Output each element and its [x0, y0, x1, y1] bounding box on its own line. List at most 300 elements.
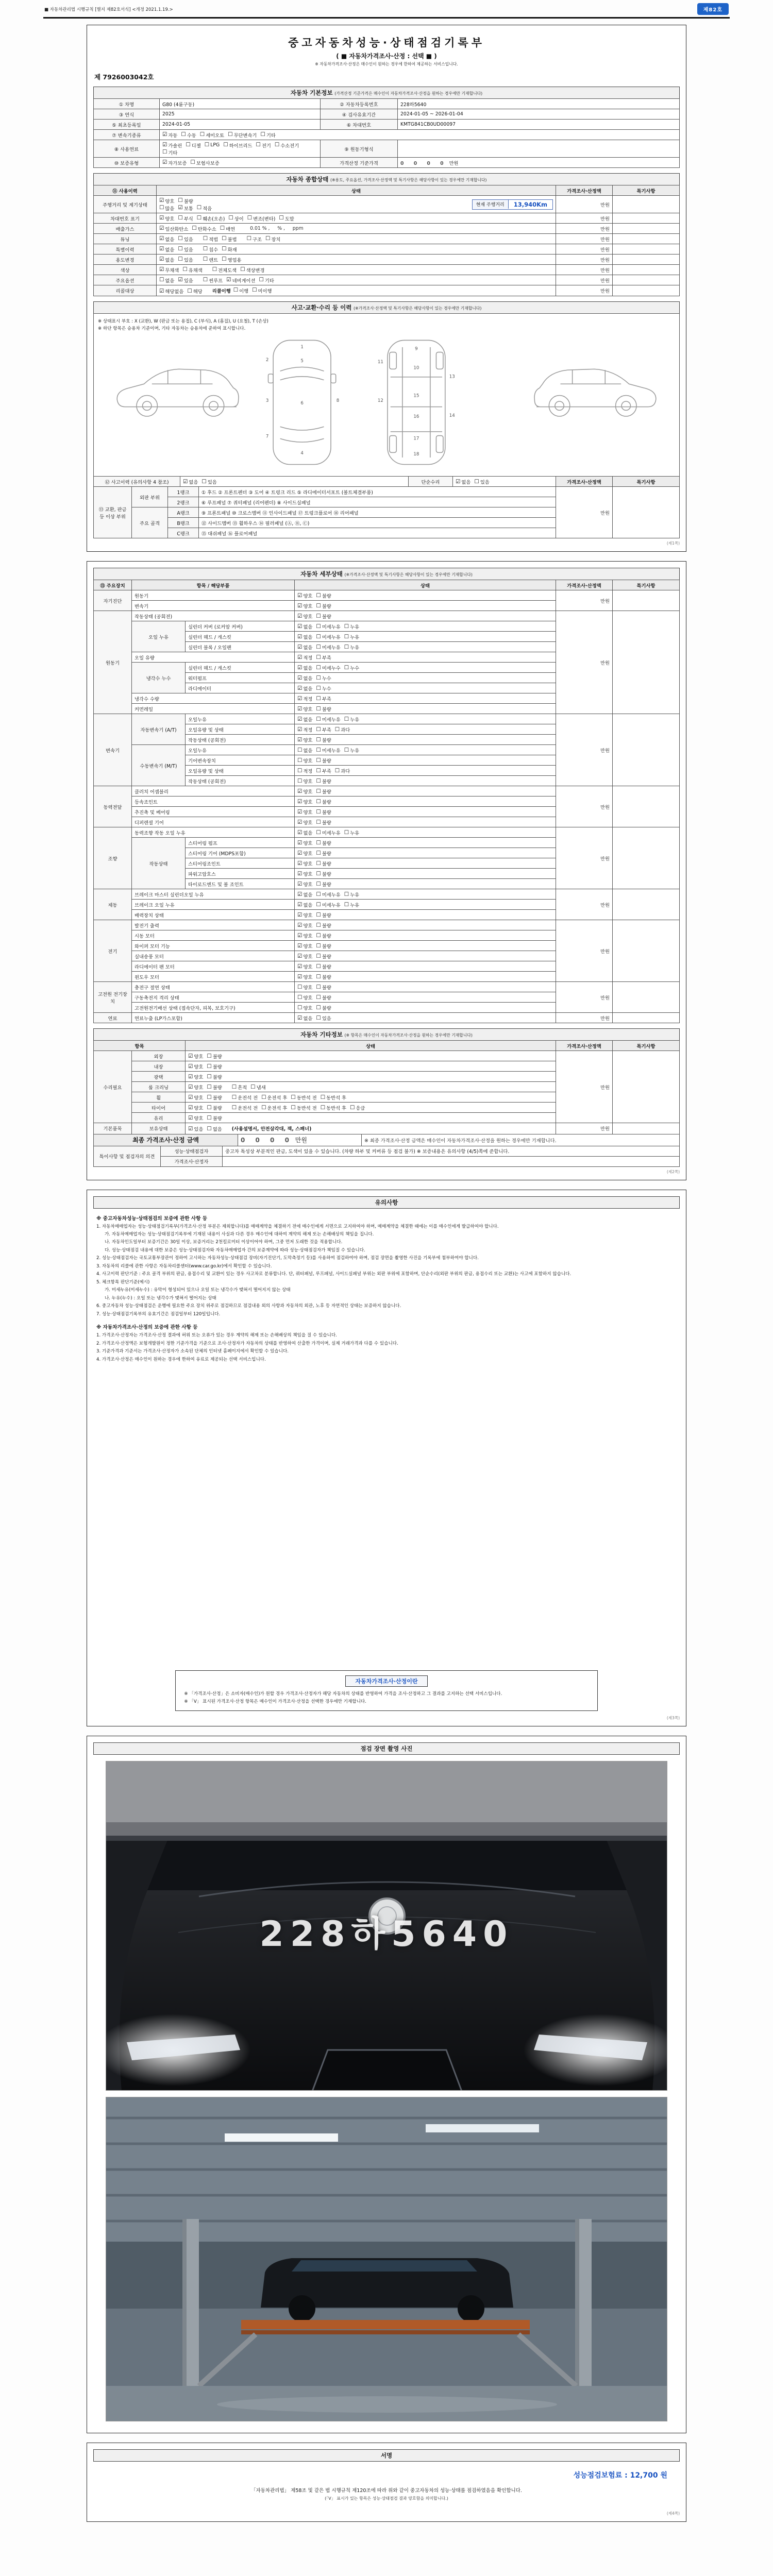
- checked-box-icon[interactable]: ☑: [159, 235, 164, 242]
- checkbox-option[interactable]: [335, 767, 350, 774]
- unchecked-box-icon[interactable]: ☐: [159, 277, 164, 283]
- unchecked-box-icon[interactable]: ☐: [316, 839, 321, 846]
- unchecked-box-icon[interactable]: ☐: [265, 235, 271, 242]
- checkbox-option[interactable]: [232, 1094, 258, 1101]
- unchecked-box-icon[interactable]: ☐: [316, 643, 321, 650]
- unchecked-box-icon[interactable]: ☐: [316, 664, 321, 671]
- unchecked-box-icon[interactable]: ☐: [334, 767, 340, 774]
- checkbox-option[interactable]: [297, 819, 312, 826]
- checkbox-option[interactable]: [159, 266, 179, 274]
- unchecked-box-icon[interactable]: ☐: [203, 235, 208, 242]
- checkbox-option[interactable]: [207, 1094, 222, 1101]
- checkbox-option[interactable]: [222, 246, 237, 253]
- checkbox-option[interactable]: [197, 205, 212, 212]
- unchecked-box-icon[interactable]: ☐: [228, 131, 233, 138]
- checkbox-option[interactable]: [203, 246, 218, 253]
- checkbox-option[interactable]: [344, 623, 359, 630]
- unchecked-box-icon[interactable]: ☐: [316, 623, 321, 630]
- checkbox-option[interactable]: [186, 142, 200, 149]
- checkbox-option[interactable]: [297, 788, 312, 795]
- unchecked-box-icon[interactable]: ☐: [316, 932, 321, 939]
- checkbox-option[interactable]: [316, 963, 331, 970]
- checkbox-option[interactable]: [297, 850, 312, 857]
- unchecked-box-icon[interactable]: ☐: [178, 215, 183, 222]
- checkbox-option[interactable]: [316, 973, 331, 980]
- checkbox-option[interactable]: [159, 246, 174, 253]
- unchecked-box-icon[interactable]: ☐: [207, 1073, 212, 1080]
- checkbox-option[interactable]: [316, 911, 331, 919]
- checked-box-icon[interactable]: ☑: [188, 1073, 193, 1080]
- checkbox-option[interactable]: [183, 478, 198, 485]
- checkbox-option[interactable]: [297, 942, 312, 950]
- unchecked-box-icon[interactable]: ☐: [316, 788, 321, 794]
- checkbox-option[interactable]: [297, 633, 312, 640]
- unchecked-box-icon[interactable]: ☐: [316, 767, 321, 774]
- checkbox-option[interactable]: [321, 1094, 346, 1101]
- checked-box-icon[interactable]: ☑: [297, 716, 303, 722]
- unchecked-box-icon[interactable]: ☐: [344, 633, 349, 640]
- unchecked-box-icon[interactable]: ☐: [159, 205, 164, 211]
- checkbox-option[interactable]: [316, 747, 340, 754]
- checkbox-option[interactable]: [316, 643, 340, 651]
- checkbox-option[interactable]: [207, 1104, 222, 1111]
- unchecked-box-icon[interactable]: ☐: [207, 1104, 212, 1111]
- unchecked-box-icon[interactable]: ☐: [316, 736, 321, 743]
- unchecked-box-icon[interactable]: ☐: [222, 246, 227, 252]
- checked-box-icon[interactable]: ☑: [297, 860, 303, 867]
- checkbox-option[interactable]: [316, 685, 331, 692]
- unchecked-box-icon[interactable]: ☐: [316, 942, 321, 949]
- checkbox-option[interactable]: [297, 911, 312, 919]
- checkbox-option[interactable]: [297, 984, 312, 991]
- checkbox-option[interactable]: [188, 1125, 203, 1132]
- unchecked-box-icon[interactable]: ☐: [297, 747, 303, 753]
- checkbox-option[interactable]: [316, 860, 331, 867]
- checkbox-option[interactable]: [207, 1063, 222, 1070]
- checked-box-icon[interactable]: ☑: [297, 973, 303, 980]
- checkbox-option[interactable]: [297, 716, 312, 723]
- unchecked-box-icon[interactable]: ☐: [316, 880, 321, 887]
- unchecked-box-icon[interactable]: ☐: [316, 850, 321, 856]
- unchecked-box-icon[interactable]: ☐: [203, 246, 208, 252]
- unchecked-box-icon[interactable]: ☐: [316, 984, 321, 990]
- unchecked-box-icon[interactable]: ☐: [316, 674, 321, 681]
- checkbox-option[interactable]: [297, 932, 312, 939]
- checkbox-option[interactable]: [178, 277, 193, 284]
- checked-box-icon[interactable]: ☑: [297, 850, 303, 856]
- checkbox-option[interactable]: [316, 716, 340, 723]
- checkbox-option[interactable]: [159, 256, 174, 263]
- checkbox-option[interactable]: [212, 266, 237, 274]
- checkbox-option[interactable]: [190, 159, 219, 166]
- checkbox-option[interactable]: [187, 287, 202, 295]
- checkbox-option[interactable]: [344, 891, 359, 898]
- unchecked-box-icon[interactable]: ☐: [291, 1094, 296, 1100]
- checkbox-option[interactable]: [316, 664, 340, 671]
- checkbox-option[interactable]: [297, 623, 312, 630]
- checkbox-option[interactable]: [316, 798, 331, 805]
- unchecked-box-icon[interactable]: ☐: [297, 994, 303, 1001]
- checked-box-icon[interactable]: ☑: [188, 1063, 193, 1070]
- unchecked-box-icon[interactable]: ☐: [181, 131, 186, 138]
- unchecked-box-icon[interactable]: ☐: [350, 1104, 355, 1111]
- checkbox-option[interactable]: [291, 1094, 316, 1101]
- checkbox-option[interactable]: [297, 829, 312, 836]
- checkbox-option[interactable]: [159, 205, 174, 212]
- checkbox-option[interactable]: [260, 131, 275, 139]
- unchecked-box-icon[interactable]: ☐: [207, 1094, 212, 1100]
- unchecked-box-icon[interactable]: ☐: [316, 757, 321, 764]
- checkbox-option[interactable]: [316, 777, 331, 785]
- checkbox-option[interactable]: [316, 850, 331, 857]
- checkbox-option[interactable]: [162, 131, 177, 139]
- checkbox-option[interactable]: [316, 1004, 331, 1011]
- unchecked-box-icon[interactable]: ☐: [344, 901, 349, 908]
- checkbox-option[interactable]: [316, 808, 331, 816]
- checkbox-option[interactable]: [205, 142, 220, 148]
- checkbox-option[interactable]: [297, 870, 312, 877]
- unchecked-box-icon[interactable]: ☐: [233, 287, 239, 294]
- checkbox-option[interactable]: [188, 1063, 203, 1070]
- checked-box-icon[interactable]: ☑: [297, 839, 303, 846]
- checkbox-option[interactable]: [207, 1053, 222, 1060]
- unchecked-box-icon[interactable]: ☐: [320, 1094, 326, 1100]
- checkbox-option[interactable]: [456, 478, 470, 485]
- unchecked-box-icon[interactable]: ☐: [316, 1014, 321, 1021]
- checked-box-icon[interactable]: ☑: [159, 246, 164, 252]
- unchecked-box-icon[interactable]: ☐: [344, 643, 349, 650]
- unchecked-box-icon[interactable]: ☐: [316, 747, 321, 753]
- unchecked-box-icon[interactable]: ☐: [297, 984, 303, 990]
- checkbox-option[interactable]: [297, 798, 312, 805]
- checked-box-icon[interactable]: ☑: [188, 1083, 193, 1090]
- checkbox-option[interactable]: [316, 767, 331, 774]
- checkbox-option[interactable]: [222, 256, 241, 263]
- checkbox-option[interactable]: [316, 839, 331, 846]
- unchecked-box-icon[interactable]: ☐: [222, 235, 227, 242]
- checked-box-icon[interactable]: ☑: [188, 1125, 193, 1132]
- unchecked-box-icon[interactable]: ☐: [297, 1004, 303, 1011]
- checkbox-option[interactable]: [188, 1114, 203, 1122]
- unchecked-box-icon[interactable]: ☐: [207, 1114, 212, 1121]
- checkbox-option[interactable]: [297, 747, 312, 754]
- unchecked-box-icon[interactable]: ☐: [316, 633, 321, 640]
- checkbox-option[interactable]: [474, 478, 489, 485]
- checkbox-option[interactable]: [316, 674, 331, 682]
- checkbox-option[interactable]: [297, 736, 312, 743]
- checkbox-option[interactable]: [316, 922, 331, 929]
- checkbox-option[interactable]: [297, 1014, 312, 1022]
- checkbox-option[interactable]: [159, 235, 174, 243]
- unchecked-box-icon[interactable]: ☐: [291, 1104, 296, 1111]
- checkbox-option[interactable]: [316, 942, 331, 950]
- checkbox-option[interactable]: [200, 131, 224, 139]
- checkbox-option[interactable]: [250, 1083, 265, 1091]
- checkbox-option[interactable]: [297, 602, 312, 609]
- unchecked-box-icon[interactable]: ☐: [297, 777, 303, 784]
- checkbox-option[interactable]: [178, 256, 193, 263]
- checkbox-option[interactable]: [316, 695, 331, 702]
- checkbox-option[interactable]: [265, 235, 280, 243]
- checked-box-icon[interactable]: ☑: [297, 932, 303, 939]
- checkbox-option[interactable]: [316, 623, 340, 630]
- checked-box-icon[interactable]: ☑: [297, 819, 303, 825]
- unchecked-box-icon[interactable]: ☐: [297, 757, 303, 764]
- checkbox-option[interactable]: [159, 215, 174, 222]
- checked-box-icon[interactable]: ☑: [297, 592, 303, 599]
- unchecked-box-icon[interactable]: ☐: [178, 256, 183, 263]
- checked-box-icon[interactable]: ☑: [178, 277, 183, 283]
- checked-box-icon[interactable]: ☑: [297, 685, 303, 691]
- checked-box-icon[interactable]: ☑: [297, 808, 303, 815]
- unchecked-box-icon[interactable]: ☐: [220, 225, 225, 232]
- unchecked-box-icon[interactable]: ☐: [187, 287, 192, 294]
- checkbox-option[interactable]: [162, 159, 187, 166]
- checked-box-icon[interactable]: ☑: [297, 674, 303, 681]
- checkbox-option[interactable]: [247, 235, 262, 243]
- checkbox-option[interactable]: [297, 664, 312, 671]
- checkbox-option[interactable]: [201, 478, 216, 485]
- checkbox-option[interactable]: [203, 235, 218, 243]
- checked-box-icon[interactable]: ☑: [297, 798, 303, 805]
- checkbox-option[interactable]: [159, 225, 188, 232]
- checkbox-option[interactable]: [240, 266, 264, 274]
- checkbox-option[interactable]: [188, 1073, 203, 1080]
- unchecked-box-icon[interactable]: ☐: [203, 277, 208, 283]
- unchecked-box-icon[interactable]: ☐: [316, 798, 321, 805]
- checkbox-option[interactable]: [182, 266, 202, 274]
- checkbox-option[interactable]: [344, 747, 359, 754]
- checkbox-option[interactable]: [316, 901, 340, 908]
- checkbox-option[interactable]: [207, 1083, 222, 1091]
- unchecked-box-icon[interactable]: ☐: [316, 1004, 321, 1011]
- unchecked-box-icon[interactable]: ☐: [192, 225, 197, 232]
- checked-box-icon[interactable]: ☑: [297, 870, 303, 877]
- checkbox-option[interactable]: [297, 674, 312, 682]
- checkbox-option[interactable]: [162, 142, 182, 149]
- checked-box-icon[interactable]: ☑: [297, 788, 303, 794]
- checkbox-option[interactable]: [297, 777, 312, 785]
- checkbox-option[interactable]: [188, 1094, 203, 1101]
- checked-box-icon[interactable]: ☑: [297, 654, 303, 660]
- checkbox-option[interactable]: [297, 891, 312, 898]
- checkbox-option[interactable]: [220, 225, 235, 232]
- unchecked-box-icon[interactable]: ☐: [279, 215, 284, 222]
- checkbox-option[interactable]: [316, 984, 331, 991]
- checked-box-icon[interactable]: ☑: [297, 891, 303, 897]
- checked-box-icon[interactable]: ☑: [162, 159, 167, 166]
- checked-box-icon[interactable]: ☑: [297, 829, 303, 836]
- checkbox-option[interactable]: [178, 197, 193, 205]
- checkbox-option[interactable]: [344, 716, 359, 723]
- unchecked-box-icon[interactable]: ☐: [190, 159, 195, 166]
- unchecked-box-icon[interactable]: ☐: [252, 287, 257, 294]
- checked-box-icon[interactable]: ☑: [159, 225, 164, 232]
- unchecked-box-icon[interactable]: ☐: [344, 664, 349, 671]
- checked-box-icon[interactable]: ☑: [226, 277, 231, 283]
- unchecked-box-icon[interactable]: ☐: [222, 256, 227, 263]
- unchecked-box-icon[interactable]: ☐: [474, 478, 479, 485]
- unchecked-box-icon[interactable]: ☐: [203, 256, 208, 263]
- checkbox-option[interactable]: [316, 870, 331, 877]
- unchecked-box-icon[interactable]: ☐: [316, 613, 321, 619]
- unchecked-box-icon[interactable]: ☐: [316, 685, 321, 691]
- checkbox-option[interactable]: [297, 901, 312, 908]
- checkbox-option[interactable]: [350, 1104, 365, 1111]
- checkbox-option[interactable]: [344, 829, 359, 836]
- unchecked-box-icon[interactable]: ☐: [316, 973, 321, 980]
- checked-box-icon[interactable]: ☑: [297, 942, 303, 949]
- checked-box-icon[interactable]: ☑: [159, 287, 164, 294]
- checked-box-icon[interactable]: ☑: [297, 664, 303, 671]
- checked-box-icon[interactable]: ☑: [297, 726, 303, 733]
- checkbox-option[interactable]: [207, 1114, 222, 1122]
- checkbox-option[interactable]: [226, 277, 255, 284]
- checkbox-option[interactable]: [297, 654, 312, 661]
- checked-box-icon[interactable]: ☑: [297, 602, 303, 609]
- checked-box-icon[interactable]: ☑: [188, 1114, 193, 1121]
- unchecked-box-icon[interactable]: ☐: [240, 266, 245, 273]
- checkbox-option[interactable]: [297, 808, 312, 816]
- checkbox-option[interactable]: [178, 246, 193, 253]
- checked-box-icon[interactable]: ☑: [297, 1014, 303, 1021]
- checkbox-option[interactable]: [316, 788, 331, 795]
- unchecked-box-icon[interactable]: ☐: [316, 726, 321, 733]
- checkbox-option[interactable]: [316, 654, 331, 661]
- checked-box-icon[interactable]: ☑: [297, 911, 303, 918]
- checkbox-option[interactable]: [297, 963, 312, 970]
- checkbox-option[interactable]: [297, 1004, 312, 1011]
- unchecked-box-icon[interactable]: ☐: [162, 149, 167, 156]
- unchecked-box-icon[interactable]: ☐: [316, 994, 321, 1001]
- checkbox-option[interactable]: [297, 860, 312, 867]
- checked-box-icon[interactable]: ☑: [188, 1104, 193, 1111]
- checkbox-option[interactable]: [247, 215, 276, 222]
- unchecked-box-icon[interactable]: ☐: [207, 1125, 212, 1132]
- checked-box-icon[interactable]: ☑: [297, 623, 303, 630]
- checkbox-option[interactable]: [321, 1104, 346, 1111]
- checkbox-option[interactable]: [316, 891, 340, 898]
- unchecked-box-icon[interactable]: ☐: [316, 860, 321, 867]
- checkbox-option[interactable]: [316, 829, 340, 836]
- unchecked-box-icon[interactable]: ☐: [274, 142, 280, 148]
- checkbox-option[interactable]: [335, 726, 350, 733]
- checked-box-icon[interactable]: ☑: [188, 1053, 193, 1059]
- checkbox-option[interactable]: [297, 592, 312, 599]
- unchecked-box-icon[interactable]: ☐: [344, 716, 349, 722]
- unchecked-box-icon[interactable]: ☐: [207, 1063, 212, 1070]
- checkbox-option[interactable]: [178, 235, 193, 243]
- checkbox-option[interactable]: [222, 235, 237, 243]
- checkbox-option[interactable]: [316, 880, 331, 888]
- checked-box-icon[interactable]: ☑: [297, 901, 303, 908]
- unchecked-box-icon[interactable]: ☐: [259, 277, 264, 283]
- checked-box-icon[interactable]: ☑: [297, 643, 303, 650]
- checkbox-option[interactable]: [297, 880, 312, 888]
- unchecked-box-icon[interactable]: ☐: [320, 1104, 326, 1111]
- checkbox-option[interactable]: [228, 131, 257, 139]
- checkbox-option[interactable]: [188, 1083, 203, 1091]
- checkbox-option[interactable]: [297, 705, 312, 713]
- checkbox-option[interactable]: [259, 277, 274, 284]
- unchecked-box-icon[interactable]: ☐: [261, 1094, 266, 1100]
- checkbox-option[interactable]: [261, 1094, 287, 1101]
- unchecked-box-icon[interactable]: ☐: [201, 478, 207, 485]
- unchecked-box-icon[interactable]: ☐: [196, 215, 202, 222]
- checkbox-option[interactable]: [203, 277, 223, 284]
- unchecked-box-icon[interactable]: ☐: [316, 911, 321, 918]
- checked-box-icon[interactable]: ☑: [297, 736, 303, 743]
- checkbox-option[interactable]: [297, 973, 312, 980]
- checkbox-option[interactable]: [316, 602, 331, 609]
- checkbox-option[interactable]: [316, 705, 331, 713]
- checkbox-option[interactable]: [252, 287, 272, 294]
- checkbox-option[interactable]: [297, 767, 312, 774]
- checkbox-option[interactable]: [159, 197, 174, 205]
- checkbox-option[interactable]: [316, 953, 331, 960]
- unchecked-box-icon[interactable]: ☐: [334, 726, 340, 733]
- checkbox-option[interactable]: [232, 1083, 247, 1091]
- unchecked-box-icon[interactable]: ☐: [182, 266, 188, 273]
- unchecked-box-icon[interactable]: ☐: [256, 142, 261, 148]
- unchecked-box-icon[interactable]: ☐: [316, 819, 321, 825]
- checkbox-option[interactable]: [233, 287, 248, 294]
- checkbox-option[interactable]: [279, 215, 294, 222]
- checked-box-icon[interactable]: ☑: [159, 266, 164, 273]
- unchecked-box-icon[interactable]: ☐: [344, 891, 349, 897]
- checkbox-option[interactable]: [297, 685, 312, 692]
- checked-box-icon[interactable]: ☑: [159, 197, 164, 204]
- checkbox-option[interactable]: [207, 1073, 222, 1080]
- checked-box-icon[interactable]: ☑: [297, 963, 303, 970]
- unchecked-box-icon[interactable]: ☐: [247, 215, 253, 222]
- unchecked-box-icon[interactable]: ☐: [260, 131, 265, 138]
- checkbox-option[interactable]: [203, 256, 218, 263]
- checkbox-option[interactable]: [316, 1014, 331, 1022]
- unchecked-box-icon[interactable]: ☐: [316, 777, 321, 784]
- checkbox-option[interactable]: [297, 922, 312, 929]
- checkbox-option[interactable]: [316, 613, 331, 620]
- unchecked-box-icon[interactable]: ☐: [316, 870, 321, 877]
- checked-box-icon[interactable]: ☑: [456, 478, 461, 485]
- unchecked-box-icon[interactable]: ☐: [316, 922, 321, 928]
- checked-box-icon[interactable]: ☑: [159, 215, 164, 222]
- unchecked-box-icon[interactable]: ☐: [231, 1094, 237, 1100]
- unchecked-box-icon[interactable]: ☐: [199, 131, 205, 138]
- unchecked-box-icon[interactable]: ☐: [178, 246, 183, 252]
- unchecked-box-icon[interactable]: ☐: [316, 891, 321, 897]
- unchecked-box-icon[interactable]: ☐: [178, 197, 183, 204]
- checked-box-icon[interactable]: ☑: [162, 131, 167, 138]
- unchecked-box-icon[interactable]: ☐: [212, 266, 217, 273]
- unchecked-box-icon[interactable]: ☐: [316, 602, 321, 609]
- unchecked-box-icon[interactable]: ☐: [186, 142, 191, 148]
- checked-box-icon[interactable]: ☑: [162, 142, 167, 148]
- unchecked-box-icon[interactable]: ☐: [207, 1083, 212, 1090]
- unchecked-box-icon[interactable]: ☐: [178, 235, 183, 242]
- checkbox-option[interactable]: [159, 277, 174, 284]
- checkbox-option[interactable]: [178, 215, 193, 222]
- checkbox-option[interactable]: [228, 215, 243, 222]
- unchecked-box-icon[interactable]: ☐: [316, 654, 321, 660]
- checked-box-icon[interactable]: ☑: [183, 478, 188, 485]
- unchecked-box-icon[interactable]: ☐: [261, 1104, 266, 1111]
- checkbox-option[interactable]: [297, 613, 312, 620]
- unchecked-box-icon[interactable]: ☐: [316, 953, 321, 959]
- checkbox-option[interactable]: [261, 1104, 287, 1111]
- unchecked-box-icon[interactable]: ☐: [228, 215, 233, 222]
- checkbox-option[interactable]: [162, 149, 177, 156]
